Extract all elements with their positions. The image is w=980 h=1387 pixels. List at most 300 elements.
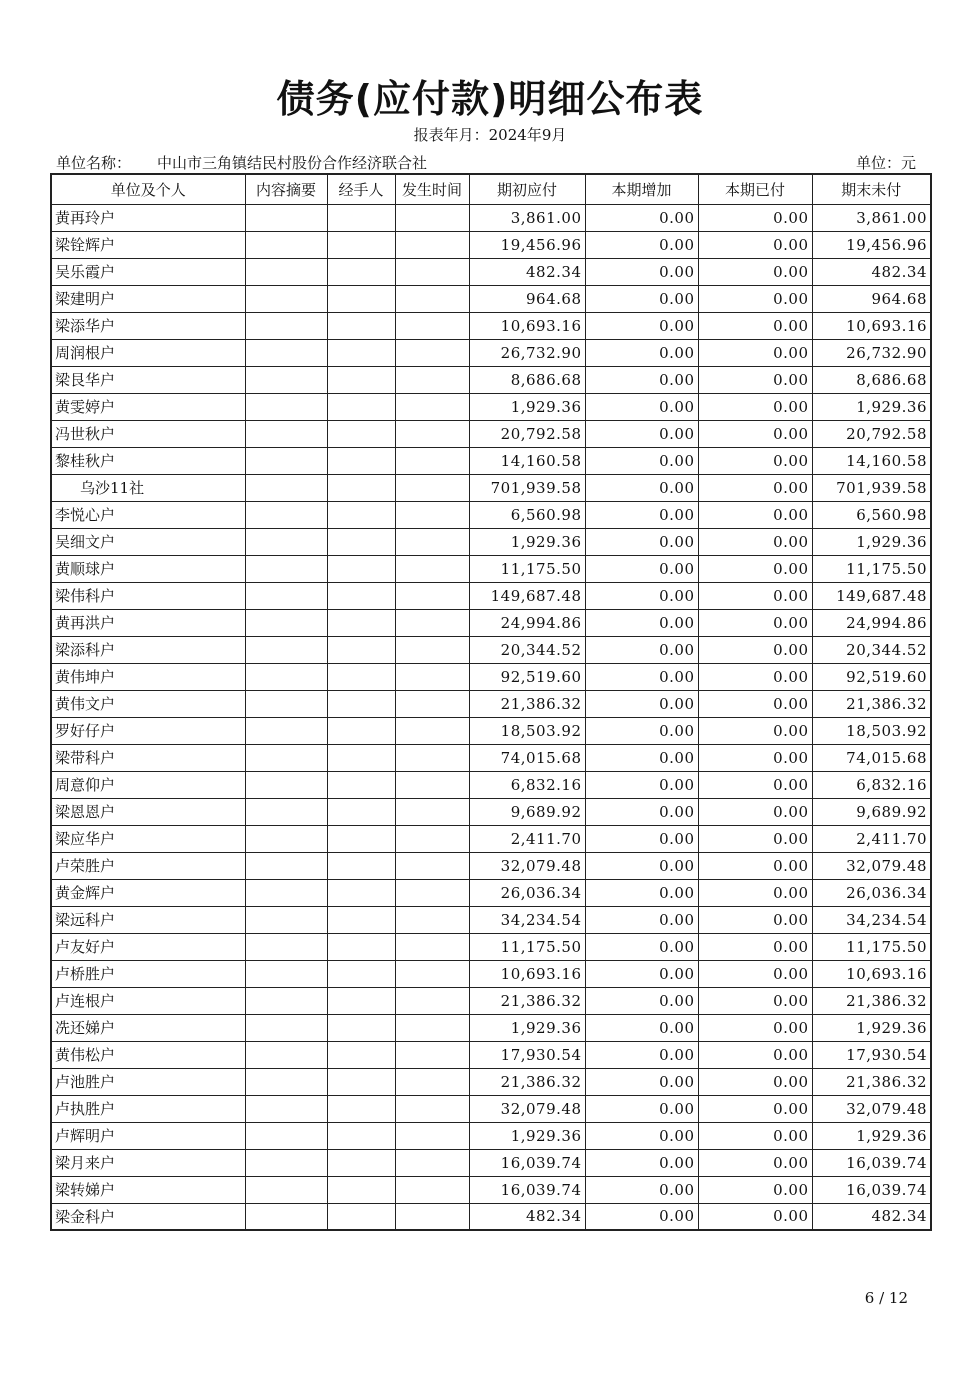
cell-summary <box>245 1203 327 1230</box>
cell-handler <box>327 852 395 879</box>
cell-summary <box>245 528 327 555</box>
table-header-row <box>51 174 931 204</box>
cell-increase: 0.00 <box>585 555 698 582</box>
cell-party-name: 黄伟松户 <box>51 1041 245 1068</box>
cell-handler <box>327 771 395 798</box>
cell-increase: 0.00 <box>585 1041 698 1068</box>
cell-closing: 74,015.68 <box>812 744 931 771</box>
currency-unit: 单位：元 <box>855 154 916 172</box>
cell-party-name: 梁月来户 <box>51 1149 245 1176</box>
org-label: 单位名称： <box>56 154 132 172</box>
table-row <box>51 339 931 366</box>
cell-date <box>395 582 469 609</box>
cell-opening: 19,456.96 <box>469 231 585 258</box>
cell-party-name: 梁应华户 <box>51 825 245 852</box>
cell-handler <box>327 501 395 528</box>
cell-handler <box>327 258 395 285</box>
cell-party-name: 梁恩恩户 <box>51 798 245 825</box>
cell-increase: 0.00 <box>585 825 698 852</box>
cell-opening: 20,344.52 <box>469 636 585 663</box>
cell-handler <box>327 231 395 258</box>
cell-handler <box>327 582 395 609</box>
cell-paid: 0.00 <box>698 447 812 474</box>
cell-opening: 18,503.92 <box>469 717 585 744</box>
debt-table <box>50 173 932 1231</box>
cell-opening: 482.34 <box>469 1203 585 1230</box>
cell-increase: 0.00 <box>585 636 698 663</box>
cell-date <box>395 1203 469 1230</box>
cell-opening: 1,929.36 <box>469 393 585 420</box>
cell-increase: 0.00 <box>585 933 698 960</box>
cell-opening: 149,687.48 <box>469 582 585 609</box>
cell-summary <box>245 582 327 609</box>
cell-party-name: 卢连根户 <box>51 987 245 1014</box>
cell-party-name: 卢池胜户 <box>51 1068 245 1095</box>
cell-paid: 0.00 <box>698 231 812 258</box>
cell-handler <box>327 393 395 420</box>
cell-summary <box>245 258 327 285</box>
cell-increase: 0.00 <box>585 258 698 285</box>
cell-date <box>395 285 469 312</box>
cell-opening: 6,560.98 <box>469 501 585 528</box>
cell-date <box>395 1068 469 1095</box>
cell-closing: 149,687.48 <box>812 582 931 609</box>
page-title: 债务(应付款)明细公布表 <box>276 77 704 121</box>
cell-summary <box>245 771 327 798</box>
cell-summary <box>245 1014 327 1041</box>
cell-summary <box>245 717 327 744</box>
cell-closing: 3,861.00 <box>812 204 931 231</box>
cell-paid: 0.00 <box>698 312 812 339</box>
col-header-closing: 期末未付 <box>812 174 931 204</box>
cell-increase: 0.00 <box>585 528 698 555</box>
cell-opening: 8,686.68 <box>469 366 585 393</box>
cell-summary <box>245 555 327 582</box>
cell-paid: 0.00 <box>698 879 812 906</box>
table-row <box>51 1014 931 1041</box>
cell-paid: 0.00 <box>698 1041 812 1068</box>
cell-closing: 8,686.68 <box>812 366 931 393</box>
col-header-paid: 本期已付 <box>698 174 812 204</box>
table-row <box>51 906 931 933</box>
cell-date <box>395 1149 469 1176</box>
cell-date <box>395 258 469 285</box>
cell-party-name: 卢辉明户 <box>51 1122 245 1149</box>
cell-opening: 6,832.16 <box>469 771 585 798</box>
cell-party-name: 梁转娣户 <box>51 1176 245 1203</box>
cell-paid: 0.00 <box>698 285 812 312</box>
cell-party-name: 梁建明户 <box>51 285 245 312</box>
cell-date <box>395 366 469 393</box>
cell-date <box>395 1095 469 1122</box>
cell-handler <box>327 636 395 663</box>
cell-opening: 482.34 <box>469 258 585 285</box>
cell-party-name: 李悦心户 <box>51 501 245 528</box>
cell-closing: 1,929.36 <box>812 1122 931 1149</box>
cell-increase: 0.00 <box>585 1122 698 1149</box>
cell-closing: 964.68 <box>812 285 931 312</box>
cell-paid: 0.00 <box>698 1014 812 1041</box>
cell-paid: 0.00 <box>698 1176 812 1203</box>
cell-summary <box>245 933 327 960</box>
cell-party-name: 卢执胜户 <box>51 1095 245 1122</box>
cell-increase: 0.00 <box>585 1203 698 1230</box>
cell-closing: 20,792.58 <box>812 420 931 447</box>
cell-summary <box>245 474 327 501</box>
cell-paid: 0.00 <box>698 258 812 285</box>
col-header-summary: 内容摘要 <box>245 174 327 204</box>
cell-party-name: 黄金辉户 <box>51 879 245 906</box>
cell-closing: 10,693.16 <box>812 960 931 987</box>
cell-increase: 0.00 <box>585 285 698 312</box>
cell-opening: 21,386.32 <box>469 690 585 717</box>
organization-line <box>56 152 427 173</box>
cell-date <box>395 798 469 825</box>
cell-increase: 0.00 <box>585 1095 698 1122</box>
cell-handler <box>327 474 395 501</box>
cell-increase: 0.00 <box>585 852 698 879</box>
cell-closing: 18,503.92 <box>812 717 931 744</box>
cell-closing: 6,832.16 <box>812 771 931 798</box>
col-header-opening: 期初应付 <box>469 174 585 204</box>
cell-summary <box>245 312 327 339</box>
cell-closing: 14,160.58 <box>812 447 931 474</box>
cell-summary <box>245 1095 327 1122</box>
cell-date <box>395 933 469 960</box>
cell-summary <box>245 501 327 528</box>
cell-handler <box>327 879 395 906</box>
cell-increase: 0.00 <box>585 690 698 717</box>
cell-date <box>395 663 469 690</box>
cell-handler <box>327 420 395 447</box>
col-header-handler: 经手人 <box>327 174 395 204</box>
cell-opening: 11,175.50 <box>469 555 585 582</box>
cell-summary <box>245 285 327 312</box>
table-row <box>51 798 931 825</box>
table-row <box>51 1176 931 1203</box>
cell-increase: 0.00 <box>585 744 698 771</box>
cell-increase: 0.00 <box>585 501 698 528</box>
cell-date <box>395 825 469 852</box>
cell-opening: 10,693.16 <box>469 960 585 987</box>
cell-summary <box>245 960 327 987</box>
cell-paid: 0.00 <box>698 393 812 420</box>
cell-paid: 0.00 <box>698 825 812 852</box>
cell-paid: 0.00 <box>698 1068 812 1095</box>
table-row <box>51 528 931 555</box>
cell-paid: 0.00 <box>698 906 812 933</box>
cell-handler <box>327 312 395 339</box>
report-period: 报表年月：2024年9月 <box>413 126 567 144</box>
table-row <box>51 204 931 231</box>
cell-party-name: 梁远科户 <box>51 906 245 933</box>
cell-party-name: 梁铨辉户 <box>51 231 245 258</box>
cell-handler <box>327 1095 395 1122</box>
cell-closing: 701,939.58 <box>812 474 931 501</box>
table-row <box>51 987 931 1014</box>
cell-paid: 0.00 <box>698 1122 812 1149</box>
col-header-party: 单位及个人 <box>51 174 245 204</box>
cell-party-name: 卢友好户 <box>51 933 245 960</box>
cell-handler <box>327 663 395 690</box>
cell-summary <box>245 825 327 852</box>
cell-paid: 0.00 <box>698 555 812 582</box>
cell-handler <box>327 366 395 393</box>
cell-date <box>395 501 469 528</box>
table-row <box>51 447 931 474</box>
table-row <box>51 474 931 501</box>
cell-opening: 32,079.48 <box>469 852 585 879</box>
cell-handler <box>327 825 395 852</box>
cell-opening: 14,160.58 <box>469 447 585 474</box>
cell-closing: 34,234.54 <box>812 906 931 933</box>
cell-closing: 482.34 <box>812 258 931 285</box>
cell-closing: 16,039.74 <box>812 1149 931 1176</box>
cell-summary <box>245 231 327 258</box>
cell-closing: 1,929.36 <box>812 393 931 420</box>
cell-paid: 0.00 <box>698 690 812 717</box>
cell-summary <box>245 393 327 420</box>
table-row <box>51 420 931 447</box>
cell-date <box>395 1014 469 1041</box>
cell-increase: 0.00 <box>585 582 698 609</box>
table-row <box>51 1095 931 1122</box>
table-row <box>51 285 931 312</box>
cell-increase: 0.00 <box>585 960 698 987</box>
table-row <box>51 555 931 582</box>
cell-increase: 0.00 <box>585 663 698 690</box>
cell-opening: 964.68 <box>469 285 585 312</box>
cell-summary <box>245 204 327 231</box>
cell-increase: 0.00 <box>585 987 698 1014</box>
cell-date <box>395 204 469 231</box>
cell-closing: 11,175.50 <box>812 933 931 960</box>
table-row <box>51 1203 931 1230</box>
cell-summary <box>245 420 327 447</box>
table-row <box>51 258 931 285</box>
cell-paid: 0.00 <box>698 366 812 393</box>
cell-closing: 21,386.32 <box>812 1068 931 1095</box>
cell-date <box>395 690 469 717</box>
cell-opening: 26,732.90 <box>469 339 585 366</box>
cell-closing: 16,039.74 <box>812 1176 931 1203</box>
cell-paid: 0.00 <box>698 798 812 825</box>
cell-handler <box>327 960 395 987</box>
cell-handler <box>327 339 395 366</box>
cell-date <box>395 339 469 366</box>
cell-handler <box>327 1014 395 1041</box>
cell-handler <box>327 690 395 717</box>
cell-handler <box>327 1068 395 1095</box>
cell-opening: 3,861.00 <box>469 204 585 231</box>
cell-party-name: 黄再洪户 <box>51 609 245 636</box>
cell-closing: 32,079.48 <box>812 1095 931 1122</box>
cell-date <box>395 852 469 879</box>
cell-party-name: 卢荣胜户 <box>51 852 245 879</box>
cell-closing: 26,732.90 <box>812 339 931 366</box>
table-row <box>51 582 931 609</box>
table-row <box>51 231 931 258</box>
table-row <box>51 852 931 879</box>
cell-summary <box>245 987 327 1014</box>
cell-party-name: 黄顺球户 <box>51 555 245 582</box>
cell-date <box>395 609 469 636</box>
cell-opening: 34,234.54 <box>469 906 585 933</box>
col-header-date: 发生时间 <box>395 174 469 204</box>
cell-date <box>395 771 469 798</box>
cell-increase: 0.00 <box>585 1149 698 1176</box>
cell-party-name: 黄伟文户 <box>51 690 245 717</box>
cell-closing: 24,994.86 <box>812 609 931 636</box>
cell-closing: 482.34 <box>812 1203 931 1230</box>
table-row <box>51 690 931 717</box>
cell-summary <box>245 852 327 879</box>
cell-paid: 0.00 <box>698 528 812 555</box>
cell-party-name: 吴乐霞户 <box>51 258 245 285</box>
cell-opening: 20,792.58 <box>469 420 585 447</box>
cell-increase: 0.00 <box>585 447 698 474</box>
cell-date <box>395 906 469 933</box>
cell-closing: 26,036.34 <box>812 879 931 906</box>
cell-handler <box>327 609 395 636</box>
cell-increase: 0.00 <box>585 420 698 447</box>
cell-handler <box>327 1149 395 1176</box>
cell-party-name: 梁带科户 <box>51 744 245 771</box>
cell-handler <box>327 1176 395 1203</box>
cell-summary <box>245 1176 327 1203</box>
cell-paid: 0.00 <box>698 744 812 771</box>
cell-party-name: 梁金科户 <box>51 1203 245 1230</box>
cell-closing: 92,519.60 <box>812 663 931 690</box>
cell-date <box>395 1041 469 1068</box>
cell-increase: 0.00 <box>585 609 698 636</box>
cell-handler <box>327 285 395 312</box>
cell-handler <box>327 555 395 582</box>
cell-opening: 1,929.36 <box>469 1122 585 1149</box>
cell-closing: 21,386.32 <box>812 690 931 717</box>
cell-opening: 1,929.36 <box>469 1014 585 1041</box>
cell-increase: 0.00 <box>585 1014 698 1041</box>
cell-paid: 0.00 <box>698 609 812 636</box>
cell-opening: 17,930.54 <box>469 1041 585 1068</box>
cell-party-name: 吴细文户 <box>51 528 245 555</box>
cell-summary <box>245 1068 327 1095</box>
cell-opening: 92,519.60 <box>469 663 585 690</box>
cell-increase: 0.00 <box>585 474 698 501</box>
cell-party-name: 周润根户 <box>51 339 245 366</box>
cell-date <box>395 636 469 663</box>
cell-paid: 0.00 <box>698 582 812 609</box>
cell-paid: 0.00 <box>698 663 812 690</box>
cell-paid: 0.00 <box>698 933 812 960</box>
cell-closing: 1,929.36 <box>812 528 931 555</box>
cell-closing: 10,693.16 <box>812 312 931 339</box>
cell-summary <box>245 906 327 933</box>
cell-increase: 0.00 <box>585 366 698 393</box>
cell-closing: 17,930.54 <box>812 1041 931 1068</box>
cell-increase: 0.00 <box>585 339 698 366</box>
cell-closing: 21,386.32 <box>812 987 931 1014</box>
cell-paid: 0.00 <box>698 339 812 366</box>
cell-handler <box>327 906 395 933</box>
table-row <box>51 663 931 690</box>
cell-summary <box>245 1041 327 1068</box>
cell-closing: 32,079.48 <box>812 852 931 879</box>
cell-date <box>395 312 469 339</box>
cell-opening: 701,939.58 <box>469 474 585 501</box>
table-row <box>51 879 931 906</box>
cell-party-name: 梁添科户 <box>51 636 245 663</box>
table-row <box>51 960 931 987</box>
cell-summary <box>245 663 327 690</box>
cell-paid: 0.00 <box>698 771 812 798</box>
cell-paid: 0.00 <box>698 636 812 663</box>
cell-date <box>395 528 469 555</box>
cell-summary <box>245 366 327 393</box>
cell-increase: 0.00 <box>585 1176 698 1203</box>
cell-date <box>395 474 469 501</box>
cell-closing: 20,344.52 <box>812 636 931 663</box>
cell-date <box>395 555 469 582</box>
cell-handler <box>327 717 395 744</box>
cell-date <box>395 393 469 420</box>
cell-increase: 0.00 <box>585 717 698 744</box>
cell-closing: 2,411.70 <box>812 825 931 852</box>
cell-party-name: 乌沙11社 <box>51 474 245 501</box>
cell-opening: 21,386.32 <box>469 1068 585 1095</box>
cell-summary <box>245 879 327 906</box>
cell-party-name: 梁艮华户 <box>51 366 245 393</box>
cell-summary <box>245 1149 327 1176</box>
cell-paid: 0.00 <box>698 1095 812 1122</box>
cell-summary <box>245 447 327 474</box>
cell-party-name: 冼还娣户 <box>51 1014 245 1041</box>
cell-paid: 0.00 <box>698 717 812 744</box>
cell-date <box>395 1122 469 1149</box>
cell-closing: 6,560.98 <box>812 501 931 528</box>
table-row <box>51 825 931 852</box>
cell-date <box>395 879 469 906</box>
cell-party-name: 冯世秋户 <box>51 420 245 447</box>
cell-paid: 0.00 <box>698 1203 812 1230</box>
table-row <box>51 1122 931 1149</box>
cell-handler <box>327 987 395 1014</box>
cell-closing: 9,689.92 <box>812 798 931 825</box>
cell-handler <box>327 933 395 960</box>
cell-handler <box>327 447 395 474</box>
cell-opening: 26,036.34 <box>469 879 585 906</box>
cell-party-name: 周意仰户 <box>51 771 245 798</box>
cell-paid: 0.00 <box>698 204 812 231</box>
table-row <box>51 1149 931 1176</box>
table-row <box>51 609 931 636</box>
cell-party-name: 罗好仔户 <box>51 717 245 744</box>
cell-opening: 16,039.74 <box>469 1149 585 1176</box>
cell-handler <box>327 744 395 771</box>
cell-opening: 1,929.36 <box>469 528 585 555</box>
cell-increase: 0.00 <box>585 1068 698 1095</box>
cell-summary <box>245 798 327 825</box>
cell-increase: 0.00 <box>585 231 698 258</box>
cell-handler <box>327 1203 395 1230</box>
table-row <box>51 1041 931 1068</box>
table-row <box>51 771 931 798</box>
cell-increase: 0.00 <box>585 771 698 798</box>
cell-opening: 2,411.70 <box>469 825 585 852</box>
cell-closing: 19,456.96 <box>812 231 931 258</box>
cell-party-name: 黎桂秋户 <box>51 447 245 474</box>
cell-closing: 11,175.50 <box>812 555 931 582</box>
